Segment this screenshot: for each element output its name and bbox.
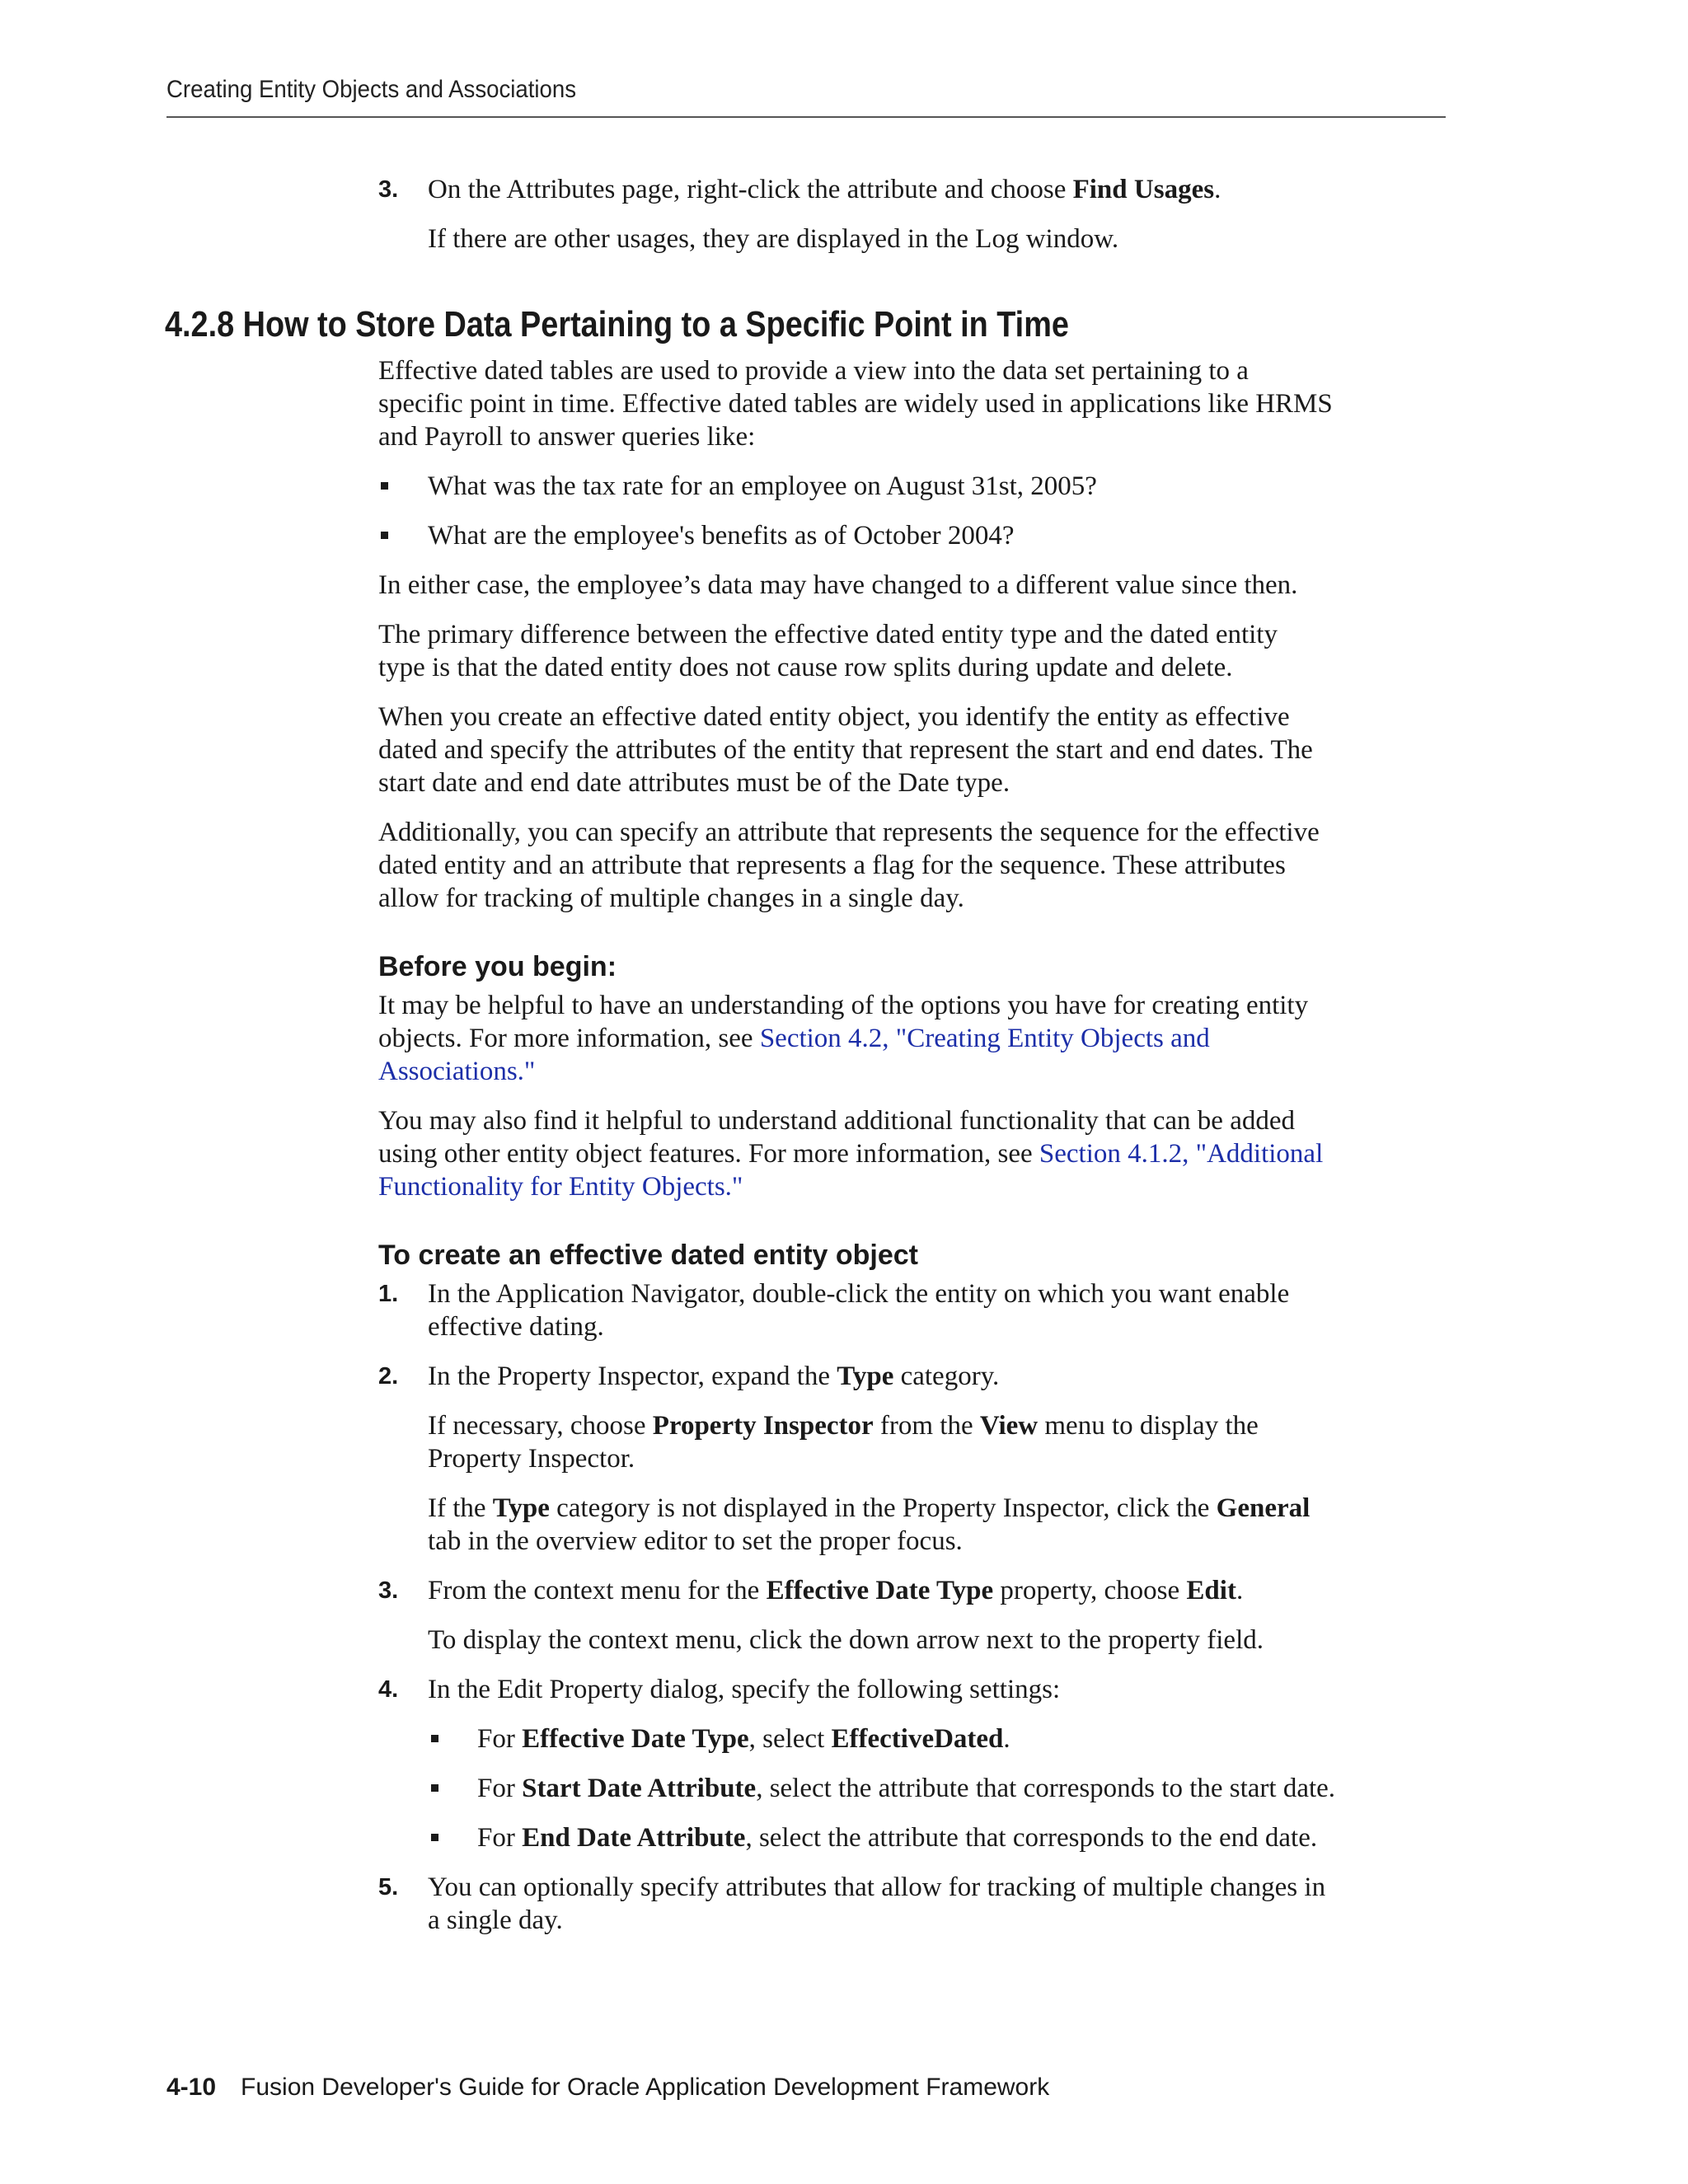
step-1-number: 1. — [378, 1281, 399, 1307]
before-you-begin-heading: Before you begin: — [378, 951, 617, 982]
paragraph-primary-line: The primary difference between the effective dated entity type and the dated entity — [378, 620, 1278, 649]
bullet-item: What are the employee's benefits as of October 2004? — [428, 521, 1015, 551]
bullet-icon — [381, 482, 388, 490]
book-title: Fusion Developer's Guide for Oracle Application Development Framework — [241, 2074, 1050, 2101]
step-2-note1: If necessary, choose Property Inspector from the View menu to display the — [428, 1411, 1259, 1441]
page-number: 4-10 — [166, 2074, 217, 2101]
before-p1-line: It may be helpful to have an understanding of the options you have for creating entity — [378, 991, 1309, 1020]
step-5-line: You can optionally specify attributes that allow for tracking of multiple changes in — [428, 1872, 1326, 1902]
link-section-4-2-cont[interactable]: Associations." — [378, 1057, 536, 1086]
step-1-line: effective dating. — [428, 1312, 604, 1342]
step-2-note2-line2: tab in the overview editor to set the proper focus. — [428, 1526, 963, 1556]
paragraph-when-line: When you create an effective dated entity object, you identify the entity as effective — [378, 702, 1290, 732]
step-1-line: In the Application Navigator, double-click the entity on which you want enable — [428, 1279, 1290, 1309]
paragraph-additionally-line: allow for tracking of multiple changes in a single day. — [378, 883, 964, 913]
paragraph-either: In either case, the employee’s data may have changed to a different value since then. — [378, 570, 1298, 600]
header-rule — [166, 116, 1446, 118]
intro-line: Effective dated tables are used to provide a view into the data set pertaining to a — [378, 356, 1249, 386]
paragraph-primary-line: type is that the dated entity does not cause row splits during update and delete. — [378, 653, 1233, 682]
step-2-text: In the Property Inspector, expand the Type category. — [428, 1361, 1000, 1391]
step-3-number: 3. — [378, 1577, 399, 1604]
step-2-note2: If the Type category is not displayed in the Property Inspector, click the General — [428, 1493, 1311, 1523]
step-4-number: 4. — [378, 1676, 399, 1703]
page-footer — [166, 2071, 1049, 2104]
step-3-top-text: On the Attributes page, right-click the attribute and choose Find Usages. — [428, 175, 1221, 204]
bullet-icon — [431, 1735, 438, 1742]
step-3-note: To display the context menu, click the down arrow next to the property field. — [428, 1625, 1264, 1655]
step-3-top-number: 3. — [378, 176, 399, 203]
step-3-top-note: If there are other usages, they are displayed in the Log window. — [428, 224, 1119, 254]
step-5-line: a single day. — [428, 1905, 563, 1935]
before-p2-line: using other entity object features. For more information, see Section 4.1.2, "Additional — [378, 1139, 1324, 1169]
before-p2-line: You may also find it helpful to understand additional functionality that can be added — [378, 1106, 1295, 1136]
step-4-sub-item: For Start Date Attribute, select the attribute that corresponds to the start date. — [477, 1774, 1336, 1803]
intro-line: and Payroll to answer queries like: — [378, 422, 756, 452]
step-5-number: 5. — [378, 1874, 399, 1900]
paragraph-when-line: dated and specify the attributes of the entity that represent the start and end dates. The — [378, 735, 1313, 765]
step-2-number: 2. — [378, 1363, 399, 1390]
procedure-heading: To create an effective dated entity object — [378, 1240, 918, 1271]
link-section-4-1-2-cont[interactable]: Functionality for Entity Objects." — [378, 1172, 743, 1202]
paragraph-when-line: start date and end date attributes must be of the Date type. — [378, 768, 1010, 798]
step-3-text: From the context menu for the Effective Date Type property, choose Edit. — [428, 1576, 1244, 1605]
link-section-4-1-2[interactable]: Section 4.1.2, "Additional — [1039, 1139, 1324, 1169]
intro-line: specific point in time. Effective dated tables are widely used in applications like HRMS — [378, 389, 1333, 419]
step-2-note1-line2: Property Inspector. — [428, 1444, 635, 1474]
bullet-item: What was the tax rate for an employee on August 31st, 2005? — [428, 471, 1097, 501]
step-4-text: In the Edit Property dialog, specify the following settings: — [428, 1675, 1061, 1704]
section-heading: 4.2.8 How to Store Data Pertaining to a Specific Point in Time — [165, 304, 1069, 344]
step-4-sub-item: For Effective Date Type, select EffectiveDated. — [477, 1724, 1010, 1754]
paragraph-additionally-line: Additionally, you can specify an attribute that represents the sequence for the effective — [378, 818, 1320, 847]
step-4-sub-item: For End Date Attribute, select the attribute that corresponds to the end date. — [477, 1823, 1318, 1853]
bullet-icon — [431, 1834, 438, 1841]
bullet-icon — [431, 1784, 438, 1792]
paragraph-additionally-line: dated entity and an attribute that represents a flag for the sequence. These attributes — [378, 851, 1286, 880]
running-header: Creating Entity Objects and Associations — [166, 76, 577, 103]
before-p1-line: objects. For more information, see Section 4.2, "Creating Entity Objects and — [378, 1024, 1210, 1053]
link-section-4-2[interactable]: Section 4.2, "Creating Entity Objects and — [759, 1024, 1210, 1053]
bullet-icon — [381, 532, 388, 539]
